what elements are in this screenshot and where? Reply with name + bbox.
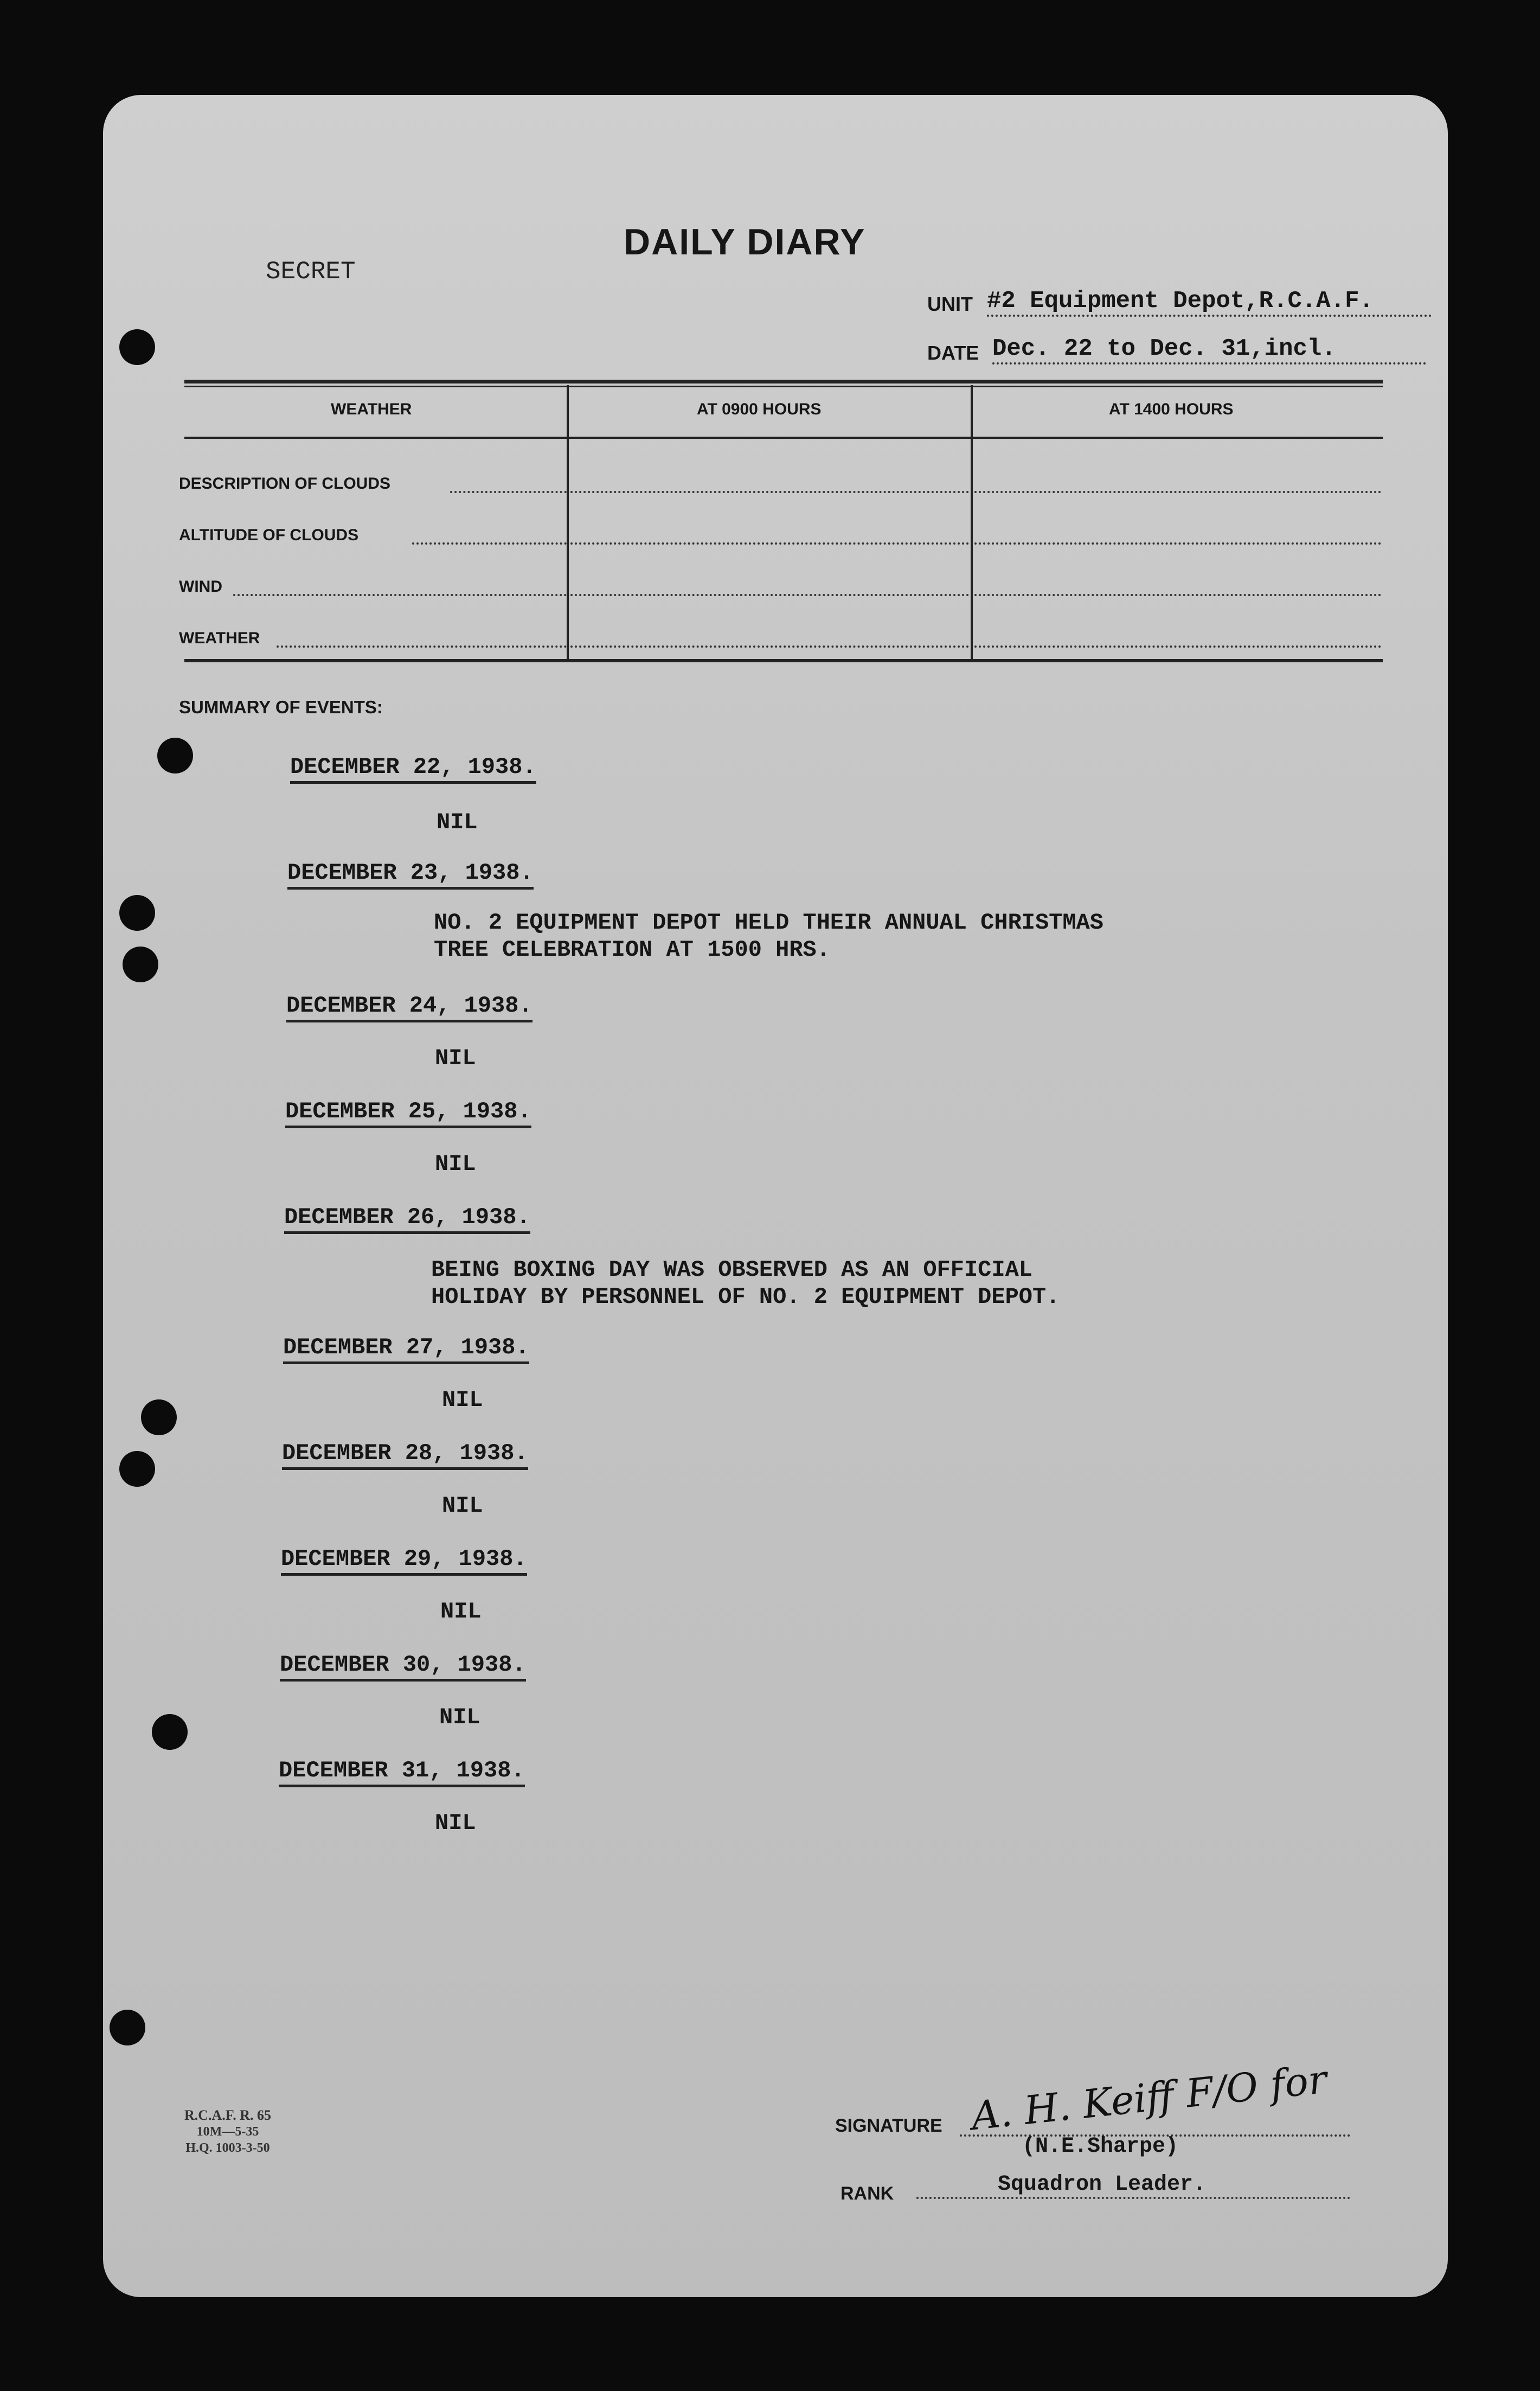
date-value: Dec. 22 to Dec. 31,incl. [992,335,1426,365]
punch-hole [119,1451,155,1487]
header-underline [184,437,1383,439]
unit-value: #2 Equipment Depot,R.C.A.F. [987,287,1432,317]
event-date: DECEMBER 29, 1938. [281,1546,527,1576]
event-text: NIL [435,1810,476,1836]
punch-hole [157,738,193,773]
table-bottom-rule [184,659,1383,662]
event-date: DECEMBER 30, 1938. [280,1652,526,1682]
table-top-rule-thin [184,386,1383,387]
event-text: NIL [435,1045,476,1071]
event-date: DECEMBER 27, 1938. [283,1334,529,1364]
event-date: DECEMBER 24, 1938. [286,993,532,1022]
event-text: NIL [439,1704,480,1730]
row-label-wind: WIND [179,578,222,596]
summary-of-events-label: SUMMARY OF EVENTS: [179,697,383,717]
event-date: DECEMBER 23, 1938. [287,860,534,890]
unit-label: UNIT [927,293,973,315]
event-text: NIL [440,1599,482,1625]
event-date: DECEMBER 31, 1938. [279,1757,525,1787]
page-title: DAILY DIARY [624,221,866,263]
event-text: NO. 2 EQUIPMENT DEPOT HELD THEIR ANNUAL CHRISTMAS [434,910,1104,936]
row-label-altitude-of-clouds: ALTITUDE OF CLOUDS [179,526,359,544]
punch-hole [152,1714,188,1750]
dotted-line [974,584,1381,596]
date-label: DATE [927,342,979,364]
column-divider [567,385,569,662]
diary-sheet [103,95,1448,2297]
dotted-line [450,481,567,493]
event-text: BEING BOXING DAY WAS OBSERVED AS AN OFFICIAL [431,1257,1032,1283]
dotted-line [570,481,969,493]
table-top-rule [184,380,1383,383]
form-number: R.C.A.F. R. 65 [184,2107,272,2123]
row-label-weather: WEATHER [179,629,260,647]
dotted-line [570,636,969,648]
event-date: DECEMBER 28, 1938. [282,1440,528,1470]
dotted-line [974,636,1381,648]
column-header-0900: AT 0900 HOURS [697,400,822,418]
signatory-name: (N.E.Sharpe) [1022,2134,1179,2159]
event-text: NIL [442,1493,483,1519]
rank-label: RANK [840,2183,894,2204]
rank-value: Squadron Leader. [916,2172,1350,2199]
column-divider [971,385,973,662]
dotted-line [974,481,1381,493]
dotted-line [570,533,969,545]
classification-label: SECRET [266,258,356,286]
event-text: HOLIDAY BY PERSONNEL OF NO. 2 EQUIPMENT DEPOT. [431,1284,1060,1310]
event-text: NIL [442,1387,483,1413]
dotted-line [974,533,1381,545]
dotted-line [412,533,567,545]
event-date: DECEMBER 26, 1938. [284,1204,530,1234]
punch-hole [119,329,155,365]
event-text: NIL [435,1151,476,1177]
row-label-description-of-clouds: DESCRIPTION OF CLOUDS [179,475,391,493]
event-date: DECEMBER 22, 1938. [290,754,536,784]
punch-hole [123,947,158,982]
dotted-line [233,584,567,596]
punch-hole [141,1399,177,1435]
handwritten-signature: A. H. Keiff F/O for [969,2056,1329,2139]
column-header-1400: AT 1400 HOURS [1109,400,1234,418]
punch-hole [119,895,155,931]
dotted-line [570,584,969,596]
event-text: TREE CELEBRATION AT 1500 HRS. [434,937,830,963]
form-reference [152,2107,304,2156]
punch-hole [110,2010,145,2045]
column-header-weather: WEATHER [331,400,412,418]
form-hq-code: H.Q. 1003-3-50 [185,2141,270,2155]
signature-label: SIGNATURE [835,2115,942,2136]
form-print-code: 10M—5-35 [196,2125,259,2139]
dotted-line [277,636,567,648]
event-date: DECEMBER 25, 1938. [285,1098,531,1128]
event-text: NIL [437,809,478,835]
